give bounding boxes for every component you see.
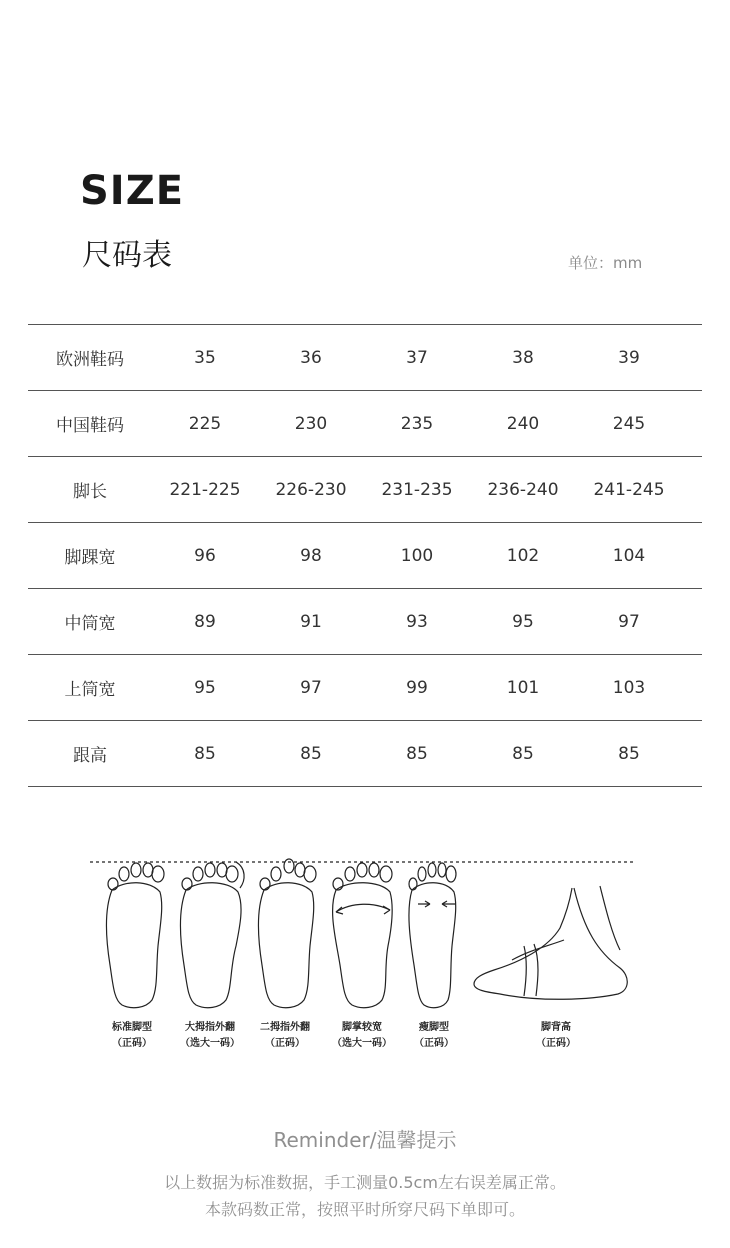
bunion-foot-icon [181,862,245,1008]
second-toe-foot-icon [259,859,317,1008]
row-label: 脚长 [73,482,107,502]
table-cell: 104 [612,545,646,566]
table-cell: 103 [612,677,646,698]
table-cell: 91 [300,611,322,632]
table-cell: 89 [194,611,216,632]
table-cell: 226-230 [275,479,347,500]
table-cell: 99 [406,677,428,698]
table-cell: 225 [188,413,222,434]
row-label: 脚踝宽 [64,548,116,568]
row-label: 跟高 [73,746,107,766]
unit-label: 单位：mm [568,254,643,272]
row-label: 欧洲鞋码 [56,350,124,370]
table-cell: 235 [400,413,434,434]
foot-type-illustration [0,850,730,1070]
table-cell: 85 [406,743,428,764]
table-cell: 221-225 [169,479,241,500]
table-cell: 95 [512,611,534,632]
row-label: 中国鞋码 [56,416,124,436]
foot-type-advice: （正码） [112,1038,152,1049]
foot-type-advice: （正码） [265,1038,305,1049]
size-table [28,324,702,787]
table-cell: 39 [618,347,640,368]
high-instep-foot-icon [474,886,627,999]
table-cell: 102 [506,545,540,566]
table-cell: 231-235 [381,479,453,500]
table-row [28,324,702,390]
foot-type-advice: （选大一码） [180,1038,240,1049]
foot-type-name: 脚背高 [541,1022,571,1033]
table-cell: 97 [618,611,640,632]
table-cell: 98 [300,545,322,566]
table-cell: 236-240 [487,479,559,500]
table-cell: 85 [300,743,322,764]
table-cell: 230 [294,413,328,434]
foot-type-advice: （正码） [414,1038,454,1049]
table-row [28,390,702,456]
table-cell: 35 [194,347,216,368]
table-cell: 245 [612,413,646,434]
foot-type-advice: （正码） [536,1038,576,1049]
reminder-title: Reminder/温馨提示 [273,1128,457,1152]
table-row [28,588,702,654]
table-cell: 36 [300,347,322,368]
row-label: 中筒宽 [64,614,116,634]
table-cell: 85 [618,743,640,764]
reminder-note: 本款码数正常，按照平时所穿尺码下单即可。 [204,1200,525,1219]
table-cell: 241-245 [593,479,665,500]
table-cell: 97 [300,677,322,698]
table-row [28,720,702,787]
table-row [28,654,702,720]
foot-type-name: 瘦脚型 [419,1022,449,1033]
standard-foot-icon [107,863,165,1008]
table-cell: 101 [506,677,540,698]
row-label: 上筒宽 [64,680,116,700]
foot-type-advice: （选大一码） [332,1038,392,1049]
table-cell: 96 [194,545,216,566]
foot-type-name: 大拇指外翻 [185,1022,235,1033]
size-title: SIZE [80,168,185,214]
size-chart-title: 尺码表 [82,238,172,273]
table-cell: 38 [512,347,534,368]
table-cell: 93 [406,611,428,632]
wide-foot-icon [333,863,393,1008]
reminder-note: 以上数据为标准数据，手工测量0.5cm左右误差属正常。 [164,1173,566,1192]
table-cell: 95 [194,677,216,698]
table-cell: 100 [400,545,434,566]
slim-foot-icon [409,863,456,1008]
table-cell: 240 [506,413,540,434]
foot-type-name: 脚掌较宽 [342,1022,382,1033]
table-cell: 37 [406,347,428,368]
foot-type-name: 二拇指外翻 [260,1022,310,1033]
foot-type-name: 标准脚型 [112,1022,152,1033]
table-cell: 85 [194,743,216,764]
table-row [28,456,702,522]
table-row [28,522,702,588]
table-cell: 85 [512,743,534,764]
